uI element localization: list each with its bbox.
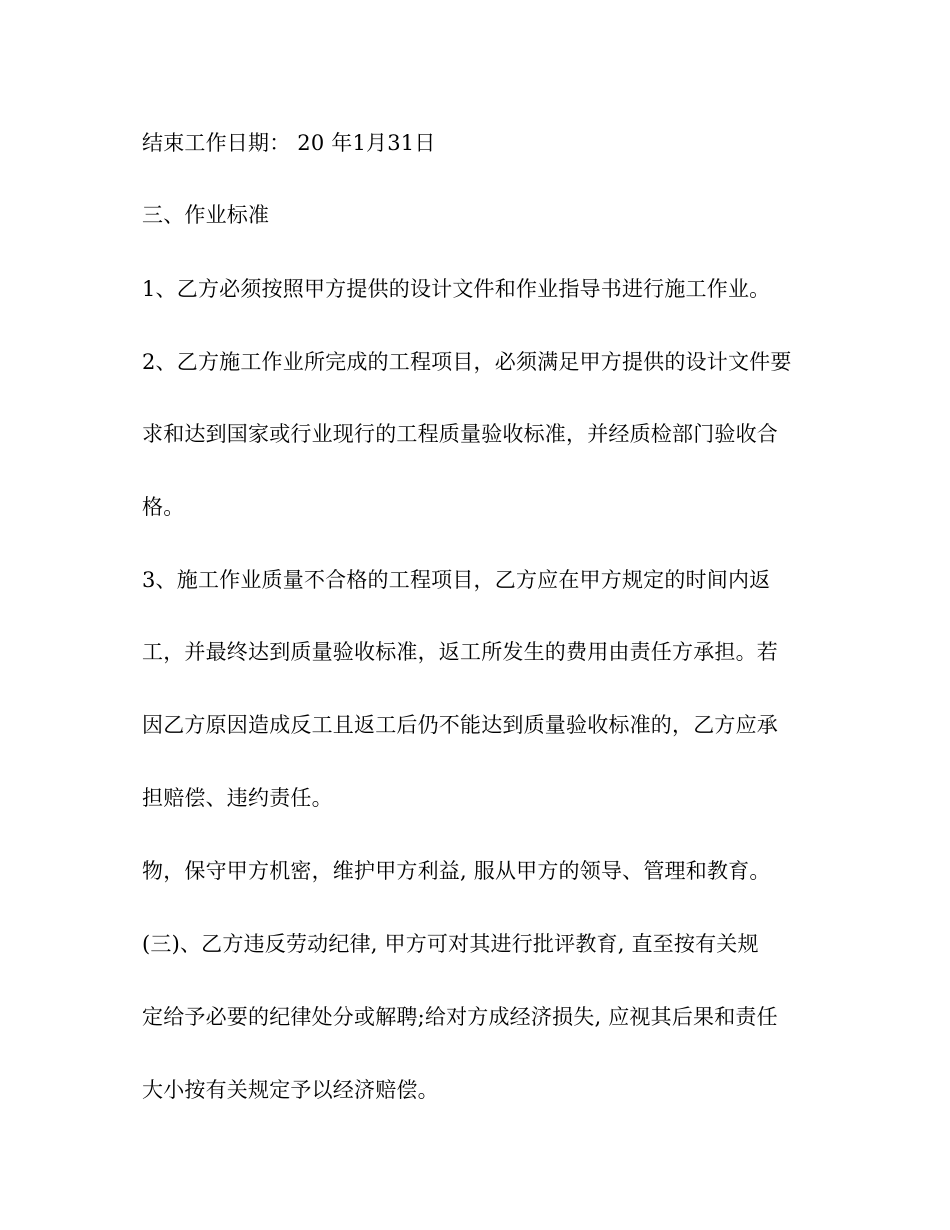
paragraph-line: 物，保守甲方机密，维护甲方利益, 服从甲方的领导、管理和教育。 xyxy=(142,859,771,883)
paragraph-line: 定给予必要的纪律处分或解聘;给对方成经济损失, 应视其后果和责任 xyxy=(142,1005,778,1029)
paragraph-line: 工，并最终达到质量验收标准，返工所发生的费用由责任方承担。若 xyxy=(142,640,778,664)
paragraph-line: 1、乙方必须按照甲方提供的设计文件和作业指导书进行施工作业。 xyxy=(142,277,771,301)
paragraph-line: (三)、乙方违反劳动纪律, 甲方可对其进行批评教育, 直至按有关规 xyxy=(142,932,759,956)
paragraph-line: 求和达到国家或行业现行的工程质量验收标准，并经质检部门验收合 xyxy=(142,422,778,446)
paragraph-line: 3、施工作业质量不合格的工程项目，乙方应在甲方规定的时间内返 xyxy=(142,568,771,592)
section-heading-work-standard: 三、作业标准 xyxy=(142,203,270,227)
paragraph-line: 2、乙方施工作业所完成的工程项目，必须满足甲方提供的设计文件要 xyxy=(142,350,792,374)
end-date-line: 结束工作日期： 20 年1月31日 xyxy=(142,131,436,155)
paragraph-line: 因乙方原因造成反工且返工后仍不能达到质量验收标准的，乙方应承 xyxy=(142,713,778,737)
paragraph-line: 担赔偿、违约责任。 xyxy=(142,786,333,810)
paragraph-line: 大小按有关规定予以经济赔偿。 xyxy=(142,1078,439,1102)
paragraph-line: 格。 xyxy=(142,495,185,519)
